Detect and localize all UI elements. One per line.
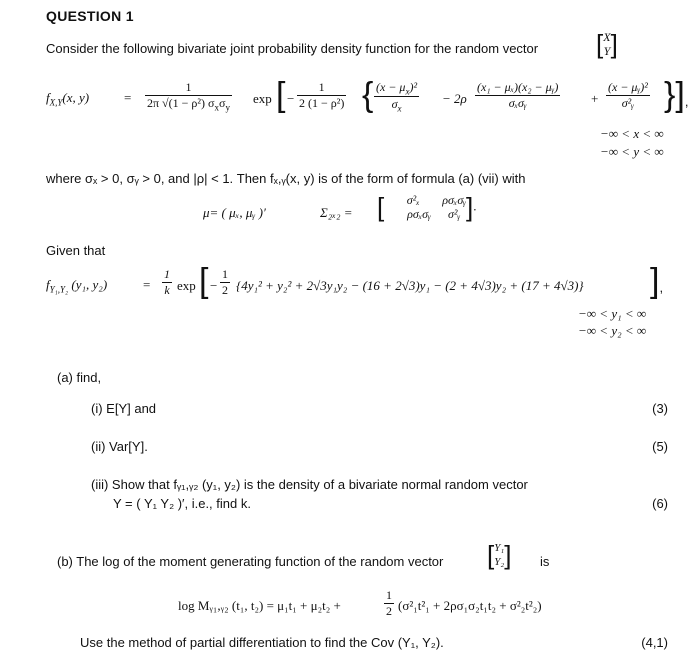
sigma-label: Σ₂ₓ₂ = (320, 205, 353, 220)
mgf-lhs: log Mᵧ₁,ᵧ₂ (t₁, t₂) = μ₁t₁ + μ₂t₂ + (178, 598, 341, 613)
fy-minus: − (210, 278, 218, 293)
intro-text: Consider the following bivariate joint probability density function for the random vector (46, 41, 539, 56)
inner-fraction: $\frac{1}{\text{2 (1 − ρ²)}}$ (299, 80, 345, 110)
half-fraction: $\frac{1}{2}$ (222, 267, 228, 297)
random-vector: [ X Y ] (596, 29, 618, 59)
left-brace: { (362, 76, 374, 114)
term2-fraction: $\frac{\text{(x₁ − μₓ)(x₂ − μᵧ)}}{\text{σₓσᵧ}}$ (477, 80, 559, 110)
mu-definition: μ= ( μₓ, μᵧ )′ (203, 205, 266, 220)
part-b-marks: (4,1) (641, 635, 668, 650)
plus-sign: + (591, 91, 599, 106)
part-a-ii-marks: (5) (652, 439, 668, 454)
part-a-i-marks: (3) (652, 401, 668, 416)
k-fraction: $\frac{1}{k}$ (164, 267, 170, 297)
pdf-coefficient: $\frac{1}{2\pi √(1 - \rho^2) \sigma_x\sigma_y}$ (147, 80, 230, 113)
range-y1: −∞ < y₁ < ∞ (578, 306, 647, 321)
minus-sign: − (287, 91, 295, 106)
left-bracket: [ (276, 76, 286, 114)
where-text: where σₓ > 0, σᵧ > 0, and |ρ| < 1. Then fₓ,ᵧ(x, y) is of the form of formula (a) (vii) with (46, 171, 526, 186)
mgf-half: $\frac{1}{2}$ (386, 588, 392, 618)
right-brace-bracket: }], (664, 76, 689, 114)
fy-body: {4y₁² + y₂² + 2√3y₁y₂ − (16 + 2√3)y₁ − (2 + 4√3)y₂ + (17 + 4√3)} (236, 278, 584, 293)
fy-exp: exp (177, 278, 196, 293)
fy-equals: = (143, 277, 151, 292)
question-title: QUESTION 1 (46, 8, 134, 24)
fy-left-bracket: [ (199, 262, 209, 300)
range-x: −∞ < x < ∞ (600, 126, 664, 141)
covariance-matrix: [ σ²ₓ ρσₓσᵧ ρσₓσᵧ σ²ᵧ ]. (377, 192, 477, 222)
range-y2: −∞ < y₂ < ∞ (578, 323, 647, 338)
part-b-is: is (540, 554, 550, 569)
pdf-lhs: $f_{X,Y}(x$, y) (46, 90, 90, 108)
part-a-iii-line2: Y = ( Y₁ Y₂ )′, i.e., find k. (113, 496, 251, 511)
term1-fraction: $\frac{(x - \mu_x)^2}{\sigma_x}$ (376, 80, 418, 114)
minus-two-rho: − 2ρ (442, 91, 467, 106)
part-b-label: (b) The log of the moment generating function of the random vector (57, 554, 444, 569)
given-text: Given that (46, 243, 106, 258)
range-y: −∞ < y < ∞ (600, 144, 664, 159)
exp-label: exp (253, 91, 272, 106)
part-a-i: (i) E[Y] and (91, 401, 157, 416)
part-b-instruction: Use the method of partial differentiation to find the Cov (Y₁, Y₂). (80, 635, 444, 650)
part-a-label: (a) find, (57, 370, 102, 385)
part-b-vector: [ Y₁ Y₂ ] (487, 540, 512, 570)
fy-lhs: $f_{Y_1,Y_2}$ (y₁, y₂) (46, 277, 108, 295)
pdf-equals: = (124, 90, 132, 105)
term3-fraction: $\frac{\text{(x − μᵧ)²}}{\text{σ²ᵧ}}$ (608, 80, 648, 110)
mgf-rhs: (σ²₁t²₁ + 2ρσ₁σ₂t₁t₂ + σ²₂t²₂) (398, 598, 542, 613)
part-a-ii: (ii) Var[Y]. (91, 439, 148, 454)
part-a-iii-marks: (6) (652, 496, 668, 511)
fy-right-bracket: ], (650, 262, 664, 300)
part-a-iii: (iii) Show that fᵧ₁,ᵧ₂ (y₁, y₂) is the density of a bivariate normal random vector (91, 477, 528, 492)
